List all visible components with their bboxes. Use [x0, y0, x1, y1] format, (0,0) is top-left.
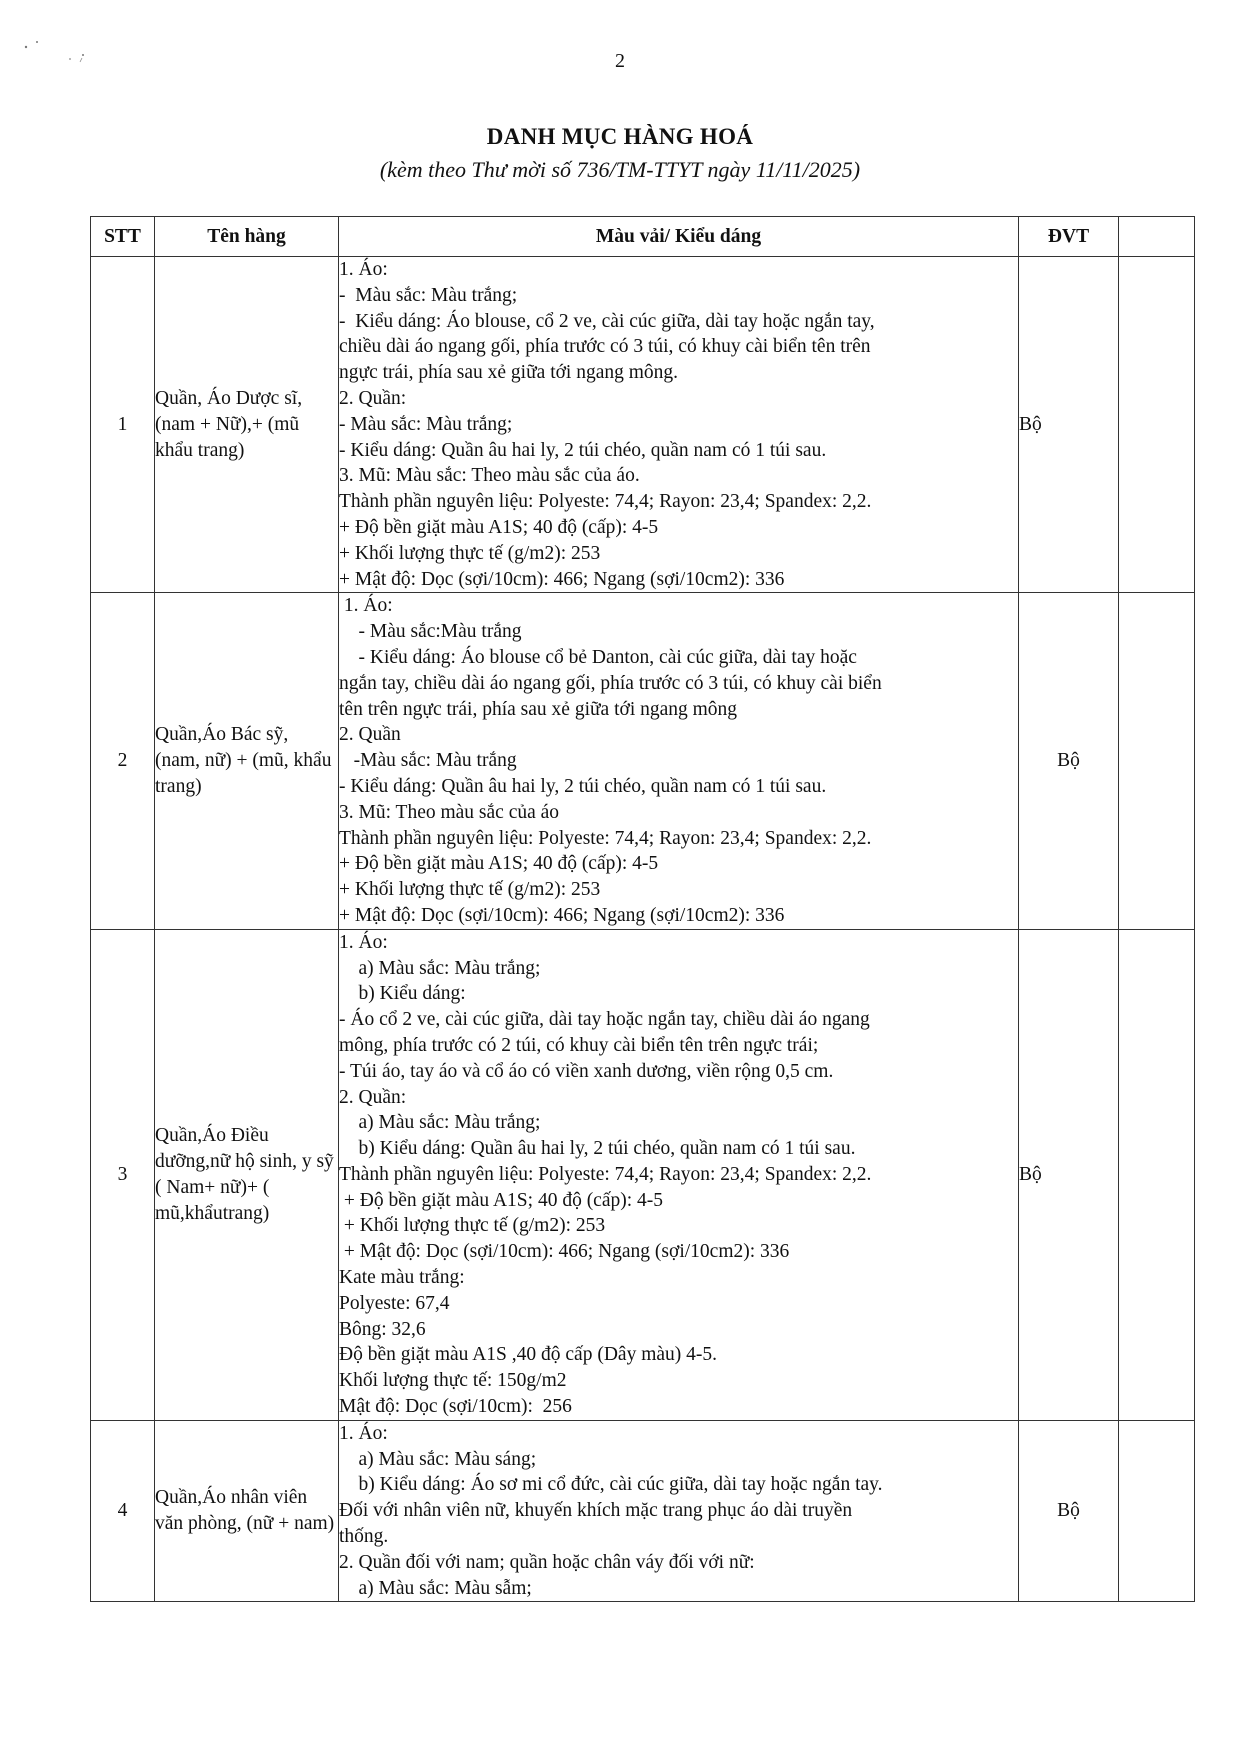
desc-line: 3. Mũ: Màu sắc: Theo màu sắc của áo. [339, 465, 640, 487]
desc-line: - Màu sắc:Màu trắng [339, 621, 522, 643]
desc-line: b) Kiểu dáng: Quần âu hai ly, 2 túi chéo, quần nam có 1 túi sau. [339, 1138, 856, 1160]
document-title: DANH MỤC HÀNG HOÁ [486, 124, 754, 149]
desc-line: + Khối lượng thực tế (g/m2): 253 [339, 542, 601, 564]
desc-line: 2. Quần đối với nam; quần hoặc chân váy đối với nữ: [339, 1551, 755, 1573]
desc-line: b) Kiểu dáng: [339, 983, 466, 1005]
desc-line: mông, phía trước có 2 túi, có khuy cài biển tên trên ngực trái; [339, 1034, 819, 1056]
row-extra-cell [1119, 929, 1195, 1420]
desc-line: - Kiểu dáng: Áo blouse, cổ 2 ve, cài cúc giữa, dài tay hoặc ngắn tay, [339, 310, 875, 332]
desc-line: 2. Quần: [339, 387, 407, 409]
desc-line: + Khối lượng thực tế (g/m2): 253 [339, 1215, 606, 1237]
desc-line: b) Kiểu dáng: Áo sơ mi cổ đức, cài cúc giữa, dài tay hoặc ngắn tay. [339, 1474, 883, 1496]
desc-line: + Mật độ: Dọc (sợi/10cm): 466; Ngang (sợi/10cm2): 336 [339, 904, 785, 926]
desc-line: - Kiểu dáng: Quần âu hai ly, 2 túi chéo, quần nam có 1 túi sau. [339, 439, 827, 461]
row-unit: Bộ [1019, 1420, 1119, 1602]
desc-line: thống. [339, 1526, 389, 1548]
desc-line: Thành phần nguyên liệu: Polyeste: 74,4; Rayon: 23,4; Spandex: 2,2. [339, 1163, 872, 1185]
desc-line: ngắn tay, chiều dài áo ngang gối, phía trước có 3 túi, có khuy cài biển [339, 672, 882, 694]
row-description [339, 1420, 1019, 1602]
desc-line: - Màu sắc: Màu trắng; [339, 413, 513, 435]
row-extra-cell [1119, 1420, 1195, 1602]
desc-line: Kate màu trắng: [339, 1267, 465, 1289]
goods-table [90, 216, 1195, 1602]
row-item-name: Quần, Áo Dược sĩ, (nam + Nữ),+ (mũ khẩu trang) [155, 257, 339, 593]
header-desc: Màu vải/ Kiểu dáng [339, 217, 1019, 257]
desc-line: 1. Áo: [339, 595, 393, 617]
row-item-name: Quần,Áo Điều dưỡng,nữ hộ sinh, y sỹ ( Nam+ nữ)+ ( mũ,khẩutrang) [155, 929, 339, 1420]
desc-line: + Mật độ: Dọc (sợi/10cm): 466; Ngang (sợi/10cm2): 336 [339, 1241, 790, 1263]
desc-line: Polyeste: 67,4 [339, 1292, 450, 1314]
row-stt: 1 [91, 257, 155, 593]
desc-line: Thành phần nguyên liệu: Polyeste: 74,4; Rayon: 23,4; Spandex: 2,2. [339, 491, 872, 513]
table-row [91, 1420, 1195, 1602]
row-stt: 2 [91, 593, 155, 929]
desc-line: ngực trái, phía sau xẻ giữa tới ngang mông. [339, 362, 679, 384]
desc-line: + Mật độ: Dọc (sợi/10cm): 466; Ngang (sợi/10cm2): 336 [339, 568, 785, 590]
desc-line: Độ bền giặt màu A1S ,40 độ cấp (Dây màu) 4-5. [339, 1344, 718, 1366]
desc-line: - Màu sắc: Màu trắng; [339, 284, 518, 306]
desc-line: Đối với nhân viên nữ, khuyến khích mặc trang phục áo dài truyền [339, 1500, 853, 1522]
document-subtitle: (kèm theo Thư mời số 736/TM-TTYT ngày 11/11/2025) [379, 157, 861, 182]
row-unit: Bộ [1019, 593, 1119, 929]
table-row [91, 929, 1195, 1420]
desc-line: - Kiểu dáng: Quần âu hai ly, 2 túi chéo, quần nam có 1 túi sau. [339, 775, 827, 797]
desc-line: 2. Quần [339, 724, 401, 746]
table-header-row [91, 217, 1195, 257]
desc-line: Khối lượng thực tế: 150g/m2 [339, 1370, 567, 1392]
desc-line: -Màu sắc: Màu trắng [339, 750, 517, 772]
row-extra-cell [1119, 257, 1195, 593]
row-extra-cell [1119, 593, 1195, 929]
desc-line: 1. Áo: [339, 931, 388, 953]
desc-line: a) Màu sắc: Màu sẫm; [339, 1577, 532, 1599]
desc-line: 2. Quần: [339, 1086, 407, 1108]
header-name: Tên hàng [155, 217, 339, 257]
row-description [339, 257, 1019, 593]
row-stt: 4 [91, 1420, 155, 1602]
desc-line: - Áo cổ 2 ve, cài cúc giữa, dài tay hoặc ngắn tay, chiều dài áo ngang [339, 1009, 870, 1031]
row-description [339, 593, 1019, 929]
desc-line: + Khối lượng thực tế (g/m2): 253 [339, 879, 601, 901]
desc-line: tên trên ngực trái, phía sau xẻ giữa tới ngang mông [339, 698, 738, 720]
row-unit: Bộ [1019, 257, 1119, 593]
desc-line: Thành phần nguyên liệu: Polyeste: 74,4; Rayon: 23,4; Spandex: 2,2. [339, 827, 872, 849]
header-extra [1119, 217, 1195, 257]
row-stt: 3 [91, 929, 155, 1420]
desc-line: + Độ bền giặt màu A1S; 40 độ (cấp): 4-5 [339, 516, 659, 538]
desc-line: a) Màu sắc: Màu trắng; [339, 1112, 541, 1134]
page-number: 2 [615, 50, 625, 72]
desc-line: - Kiểu dáng: Áo blouse cổ bẻ Danton, cài cúc giữa, dài tay hoặc [339, 646, 857, 668]
desc-line: 3. Mũ: Theo màu sắc của áo [339, 801, 560, 823]
desc-line: + Độ bền giặt màu A1S; 40 độ (cấp): 4-5 [339, 853, 659, 875]
desc-line: a) Màu sắc: Màu trắng; [339, 957, 541, 979]
table-row [91, 257, 1195, 593]
desc-line: 1. Áo: [339, 1422, 388, 1444]
desc-line: a) Màu sắc: Màu sáng; [339, 1448, 537, 1470]
header-stt: STT [91, 217, 155, 257]
row-item-name: Quần,Áo Bác sỹ, (nam, nữ) + (mũ, khẩu trang) [155, 593, 339, 929]
row-description [339, 929, 1019, 1420]
desc-line: - Túi áo, tay áo và cổ áo có viền xanh dương, viền rộng 0,5 cm. [339, 1060, 834, 1082]
desc-line: + Độ bền giặt màu A1S; 40 độ (cấp): 4-5 [339, 1189, 664, 1211]
desc-line: Mật độ: Dọc (sợi/10cm): 256 [339, 1396, 572, 1418]
header-unit: ĐVT [1019, 217, 1119, 257]
row-unit: Bộ [1019, 929, 1119, 1420]
table-row [91, 593, 1195, 929]
row-item-name: Quần,Áo nhân viên văn phòng, (nữ + nam) [155, 1420, 339, 1602]
desc-line: 1. Áo: [339, 259, 388, 280]
desc-line: Bông: 32,6 [339, 1318, 426, 1340]
desc-line: chiều dài áo ngang gối, phía trước có 3 túi, có khuy cài biển tên trên [339, 336, 871, 358]
